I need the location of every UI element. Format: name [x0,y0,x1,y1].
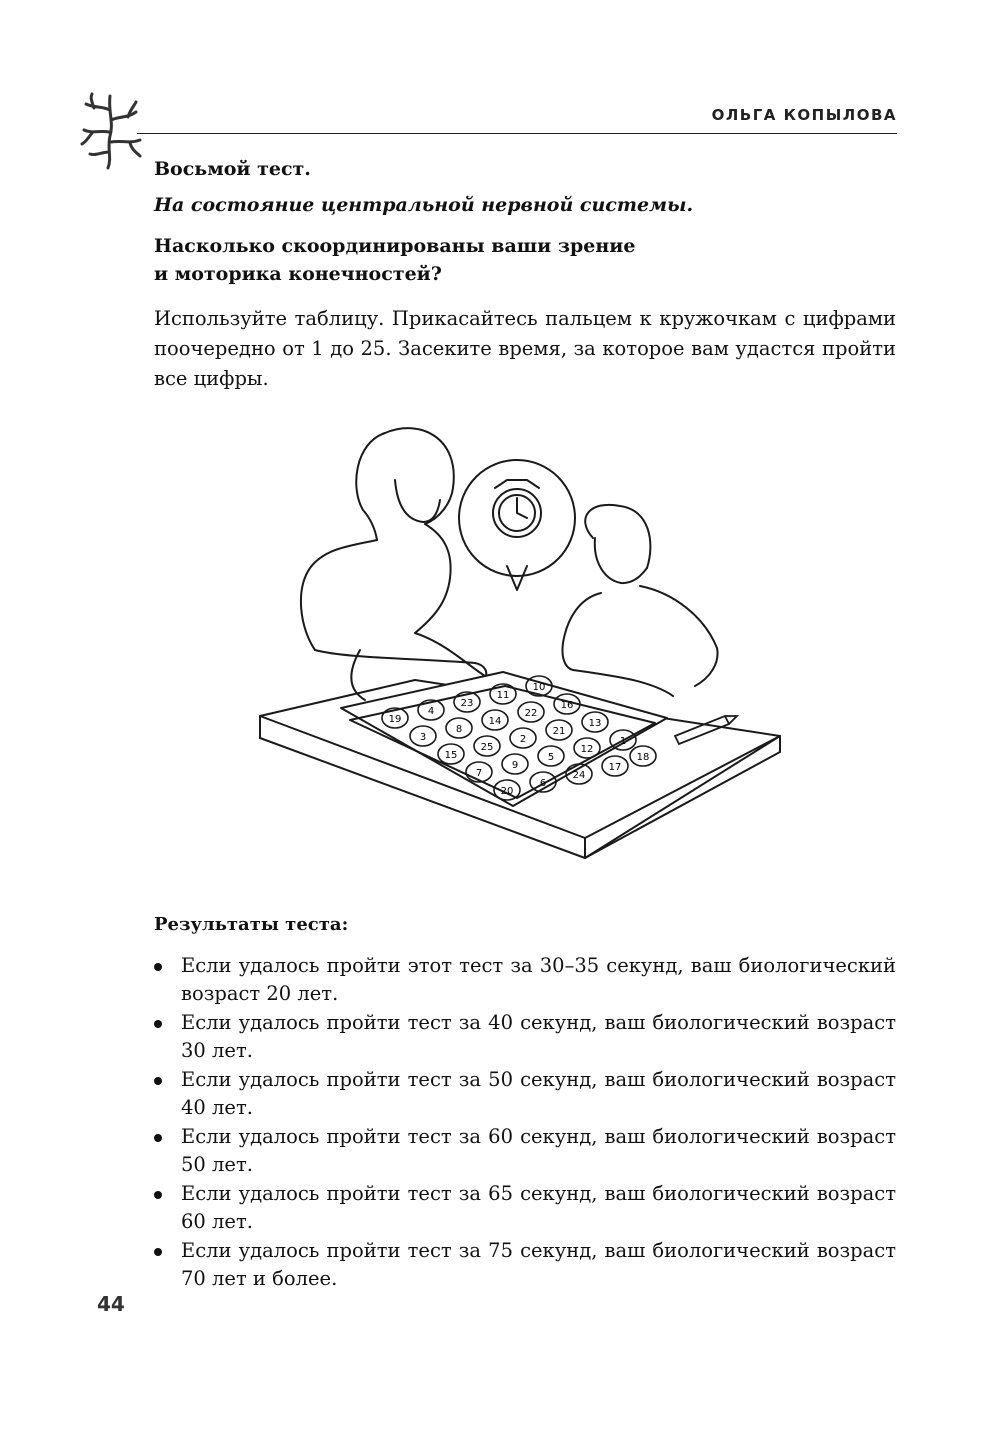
table-number: 24 [572,770,586,781]
list-item [154,1009,896,1065]
table-number: 17 [608,762,622,773]
table-number: 23 [460,698,474,709]
header-rule [137,133,897,134]
running-header-author: ОЛЬГА КОПЫЛОВА [711,106,897,124]
table-number: 10 [532,682,546,693]
table-number: 7 [475,768,483,779]
bullet-icon [154,963,162,971]
table-number: 25 [480,742,494,753]
table-number: 5 [547,752,555,763]
table-number: 2 [519,734,527,745]
bullet-icon [154,1077,162,1085]
list-item [154,1123,896,1179]
list-item [154,1180,896,1236]
page-number: 44 [97,1292,125,1316]
table-number: 6 [539,778,547,789]
table-number: 4 [427,706,435,717]
table-number: 1 [619,736,627,747]
test-question [154,232,635,288]
test-question-line-1: Насколько скоординированы ваши зрение [154,235,636,257]
test-question-line-2: и моторика конечностей? [154,263,442,285]
results-list [154,952,896,1294]
list-item [154,1237,896,1293]
test-title: Восьмой тест. [154,158,311,180]
results-heading: Результаты теста: [154,914,349,935]
bullet-icon [154,1134,162,1142]
instructions-paragraph: Используйте таблицу. Прикасайтесь пальцем к кружочкам с цифрами поочередно от 1 до 25. Засеките время, за которое вам удастся пройти все цифры. [154,307,896,390]
result-text: Если удалось пройти тест за 50 секунд, ваш биологический возраст 40 лет. [181,1068,896,1119]
table-number: 15 [444,750,458,761]
result-text: Если удалось пройти тест за 65 секунд, ваш биологический возраст 60 лет. [181,1182,896,1233]
table-number: 21 [552,726,566,737]
table-number: 8 [455,724,463,735]
result-text: Если удалось пройти тест за 40 секунд, ваш биологический возраст 30 лет. [181,1011,896,1062]
table-number: 12 [580,744,594,755]
bullet-icon [154,1191,162,1199]
table-number: 20 [500,786,514,797]
table-number: 13 [588,718,602,729]
list-item [154,1066,896,1122]
result-text: Если удалось пройти тест за 60 секунд, ваш биологический возраст 50 лет. [181,1125,896,1176]
table-number: 22 [524,708,538,719]
table-number: 11 [496,690,510,701]
table-number: 3 [419,732,427,743]
test-subtitle: На состояние центральной нервной системы. [154,194,694,216]
bullet-icon [154,1020,162,1028]
result-text: Если удалось пройти тест за 75 секунд, ваш биологический возраст 70 лет и более. [181,1239,896,1290]
table-number: 9 [511,760,519,771]
table-number: 16 [560,700,574,711]
result-text: Если удалось пройти этот тест за 30–35 секунд, ваш биологический возраст 20 лет. [181,954,896,1005]
tree-branch-icon [80,92,144,170]
table-number: 19 [388,714,402,725]
list-item [154,952,896,1008]
woman-and-girl-with-number-table-icon [255,418,785,873]
table-number: 18 [636,752,650,763]
bullet-icon [154,1248,162,1256]
table-number: 14 [488,716,502,727]
